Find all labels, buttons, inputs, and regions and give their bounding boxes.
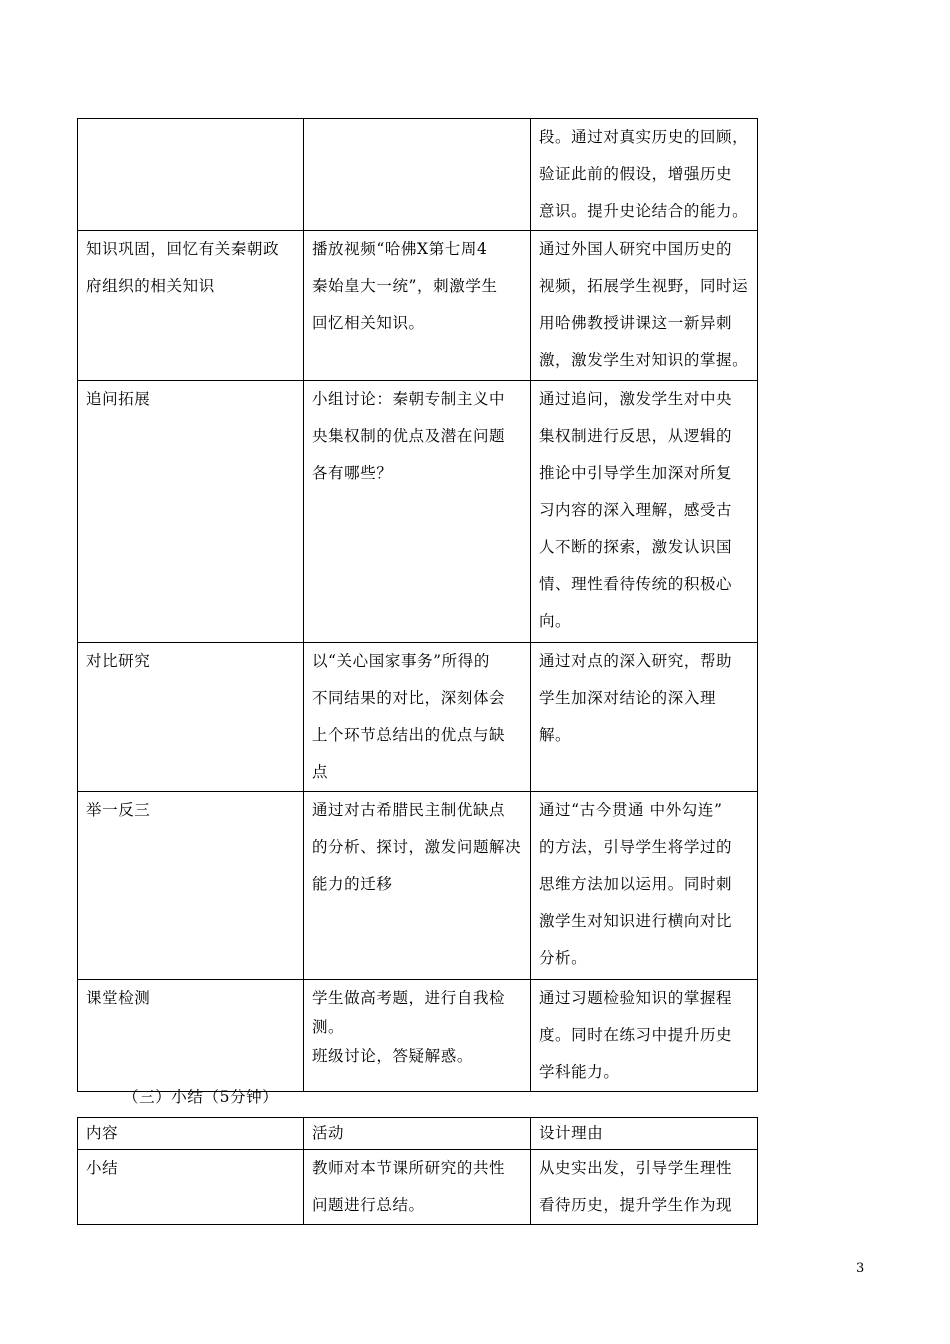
table-row (78, 119, 758, 231)
header-content: 内容 (78, 1118, 304, 1150)
content-cell: 对比研究 (78, 643, 304, 792)
reason-cell: 通过外国人研究中国历史的 视频，拓展学生视野，同时运 用哈佛教授讲课这一新异刺 激，激发学生对知识的掌握。 (530, 231, 757, 381)
activity-cell (303, 119, 530, 231)
table-row (78, 381, 758, 643)
content-cell: 小结 (78, 1150, 304, 1225)
reason-cell: 通过习题检验知识的掌握程 度。同时在练习中提升历史 学科能力。 (530, 980, 757, 1092)
reason-cell: 通过“古今贯通 中外勾连” 的方法，引导学生将学过的 思维方法加以运用。同时刺 激学生对知识进行横向对比 分析。 (530, 792, 757, 980)
activity-cell: 通过对古希腊民主制优缺点 的分析、探讨，激发问题解决 能力的迁移 (303, 792, 530, 980)
activity-cell: 以“关心国家事务”所得的 不同结果的对比，深刻体会 上个环节总结出的优点与缺 点 (303, 643, 530, 792)
page-number: 3 (856, 1261, 865, 1276)
header-activity: 活动 (303, 1118, 530, 1150)
summary-table (77, 1117, 758, 1225)
table-header-row (78, 1118, 758, 1150)
content-cell: 举一反三 (78, 792, 304, 980)
table-row (78, 792, 758, 980)
table-row (78, 980, 758, 1092)
activity-cell: 播放视频“哈佛X第七周4 秦始皇大一统”，刺激学生 回忆相关知识。 (303, 231, 530, 381)
reason-cell: 通过追问，激发学生对中央 集权制进行反思，从逻辑的 推论中引导学生加深对所复 习内容的深入理解，感受古 人不断的探索，激发认识国 情、理性看待传统的积极心 向。 (530, 381, 757, 643)
activity-cell: 小组讨论：秦朝专制主义中 央集权制的优点及潜在问题 各有哪些？ (303, 381, 530, 643)
table-row (78, 231, 758, 381)
activity-cell: 学生做高考题，进行自我检 测。 班级讨论，答疑解惑。 (303, 980, 530, 1092)
reason-cell: 通过对点的深入研究，帮助 学生加深对结论的深入理 解。 (530, 643, 757, 792)
content-cell (78, 119, 304, 231)
reason-cell: 段。通过对真实历史的回顾， 验证此前的假设，增强历史 意识。提升史论结合的能力。 (530, 119, 757, 231)
content-cell: 追问拓展 (78, 381, 304, 643)
section-heading: （三）小结（5分钟） (123, 1088, 279, 1106)
lesson-plan-table (77, 118, 758, 1092)
table-row (78, 1150, 758, 1225)
content-cell: 课堂检测 (78, 980, 304, 1092)
table-row (78, 643, 758, 792)
activity-cell: 教师对本节课所研究的共性 问题进行总结。 (303, 1150, 530, 1225)
reason-cell: 从史实出发，引导学生理性 看待历史，提升学生作为现 (530, 1150, 757, 1225)
content-cell: 知识巩固，回忆有关秦朝政 府组织的相关知识 (78, 231, 304, 381)
header-reason: 设计理由 (530, 1118, 757, 1150)
